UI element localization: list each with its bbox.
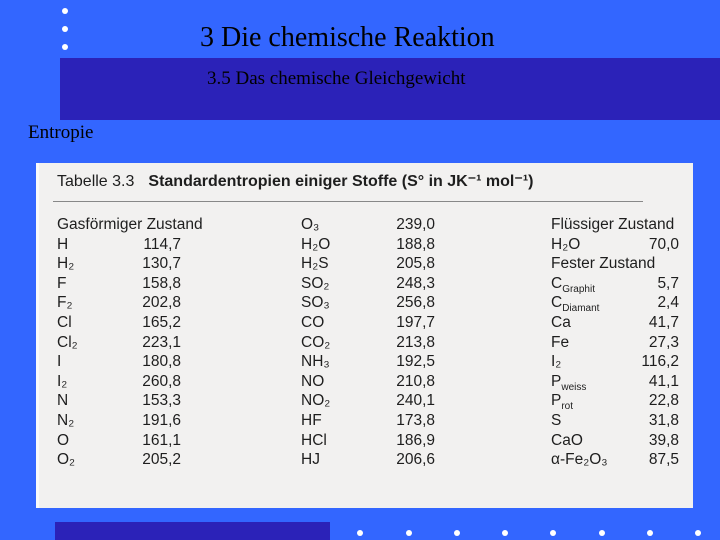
entropy-table bbox=[36, 163, 693, 508]
table-cell-name: H₂O bbox=[551, 235, 581, 253]
table-cell-name: $C_{Diamant}$ bbox=[551, 294, 600, 315]
table-cell-name: CO bbox=[301, 313, 325, 331]
col-compound-values bbox=[391, 215, 435, 470]
table-cell-name: NH₃ bbox=[301, 353, 330, 371]
table-cell-name: HJ bbox=[301, 451, 320, 469]
table-cell-value: 70,0 bbox=[648, 235, 679, 253]
table-cell-name: H₂O bbox=[301, 235, 331, 253]
table-rule bbox=[53, 201, 643, 202]
table-cell-value: 180,8 bbox=[142, 353, 181, 371]
table-cell-name: I₂ bbox=[551, 353, 562, 371]
table-cell-value: 130,7 bbox=[142, 255, 181, 273]
table-cell-value: 153,3 bbox=[142, 392, 181, 410]
table-cell-name: H₂ bbox=[57, 255, 75, 273]
table-caption-text: Standardentropien einiger Stoffe (S° in JK⁻¹ mol⁻¹) bbox=[148, 173, 534, 190]
table-cell-name: Flüssiger Zustand bbox=[551, 216, 675, 233]
table-cell-value: 240,1 bbox=[396, 392, 435, 410]
table-cell-name: HF bbox=[301, 411, 322, 429]
table-cell-value: 191,6 bbox=[142, 411, 181, 429]
table-cell-value: 158,8 bbox=[142, 274, 181, 292]
table-cell-value: 22,8 bbox=[648, 392, 679, 410]
table-cell-name: Ca bbox=[551, 313, 571, 331]
table-cell-name: Fester Zustand bbox=[551, 255, 656, 273]
table-cell-value: 41,1 bbox=[648, 372, 679, 390]
dot bbox=[550, 530, 556, 536]
table-cell-value: 5,7 bbox=[657, 274, 679, 292]
table-cell-value: 87,5 bbox=[648, 451, 679, 469]
table-cell-name: HCl bbox=[301, 431, 327, 449]
table-caption bbox=[57, 171, 533, 191]
table-cell-value: 205,8 bbox=[396, 255, 435, 273]
table-cell-value: 116,2 bbox=[641, 353, 679, 371]
col-condensed-values bbox=[634, 215, 679, 470]
table-cell-value: 188,8 bbox=[396, 235, 435, 253]
slide-title: 3 Die chemische Reaktion bbox=[200, 22, 495, 53]
table-cell-value: 210,8 bbox=[396, 372, 435, 390]
table-cell-name: α-Fe₂O₃ bbox=[551, 451, 608, 469]
table-cell-value: 114,7 bbox=[143, 235, 181, 253]
table-cell-name: NO₂ bbox=[301, 392, 331, 410]
table-cell-name: O₂ bbox=[57, 451, 76, 469]
dot bbox=[454, 530, 460, 536]
table-cell-value: 197,7 bbox=[396, 313, 435, 331]
table-cell-value bbox=[634, 215, 679, 235]
table-cell-name: O₃ bbox=[301, 216, 320, 233]
table-cell-name: CaO bbox=[551, 431, 583, 449]
dot bbox=[599, 530, 605, 536]
dot bbox=[357, 530, 363, 536]
dot bbox=[62, 8, 68, 14]
table-cell-name: Fe bbox=[551, 333, 570, 351]
dot bbox=[502, 530, 508, 536]
dot bbox=[62, 44, 68, 50]
table-cell-value: 213,8 bbox=[396, 333, 435, 351]
table-cell-name: H₂S bbox=[301, 255, 329, 273]
col-gas-values bbox=[137, 215, 181, 470]
table-cell-name: I bbox=[57, 353, 62, 371]
table-cell-value: 256,8 bbox=[396, 294, 435, 312]
table-cell-value: 260,8 bbox=[142, 372, 181, 390]
table-cell-name: O bbox=[57, 431, 70, 449]
table-cell-name: N bbox=[57, 392, 69, 410]
slide-subtitle: 3.5 Das chemische Gleichgewicht bbox=[207, 68, 466, 89]
table-cell-name: SO₂ bbox=[301, 274, 330, 292]
table-cell-value: 2,4 bbox=[657, 294, 679, 312]
table-cell-value: 202,8 bbox=[142, 294, 181, 312]
table-cell-value: 223,1 bbox=[142, 333, 181, 351]
table-cell-value: 41,7 bbox=[648, 313, 679, 331]
table-cell-name: $P_{rot}$ bbox=[551, 392, 574, 413]
table-cell-name: I₂ bbox=[57, 372, 68, 390]
table-cell-name: F₂ bbox=[57, 294, 73, 312]
table-cell-name: S bbox=[551, 411, 562, 429]
table-cell-value: 39,8 bbox=[648, 431, 679, 449]
table-header: Gasförmiger Zustand bbox=[57, 216, 203, 233]
table-cell-value bbox=[634, 254, 679, 274]
table-cell-name: $P_{weiss}$ bbox=[551, 372, 587, 393]
table-cell-value: 192,5 bbox=[396, 353, 435, 371]
table-cell-name: Cl bbox=[57, 313, 72, 331]
table-cell-name: NO bbox=[301, 372, 325, 390]
table-cell-name: F bbox=[57, 274, 67, 292]
table-cell-value: 173,8 bbox=[396, 411, 435, 429]
table-cell-name: CO₂ bbox=[301, 333, 331, 351]
table-cell-value: 27,3 bbox=[648, 333, 679, 351]
dot bbox=[406, 530, 412, 536]
table-cell-value: 31,8 bbox=[648, 411, 679, 429]
table-cell-value: 239,0 bbox=[396, 216, 435, 233]
table-cell-name: $C_{Graphit}$ bbox=[551, 274, 595, 295]
table-cell-value: 205,2 bbox=[142, 451, 181, 469]
table-cell-name: H bbox=[57, 235, 69, 253]
table-cell-value: 206,6 bbox=[396, 451, 435, 469]
dot bbox=[647, 530, 653, 536]
table-cell-value: 186,9 bbox=[396, 431, 435, 449]
col-compound-names bbox=[301, 215, 330, 470]
table-cell-name: SO₃ bbox=[301, 294, 330, 312]
footer-band bbox=[55, 522, 330, 540]
dot bbox=[62, 26, 68, 32]
dot bbox=[695, 530, 701, 536]
table-cell-value: 161,1 bbox=[142, 431, 181, 449]
table-cell-name: N₂ bbox=[57, 411, 75, 429]
table-number: Tabelle 3.3 bbox=[57, 173, 135, 190]
section-label: Entropie bbox=[28, 122, 94, 143]
table-cell-name: Cl₂ bbox=[57, 333, 78, 351]
table-cell-value: 248,3 bbox=[396, 274, 435, 292]
table-cell-value: 165,2 bbox=[142, 313, 181, 331]
